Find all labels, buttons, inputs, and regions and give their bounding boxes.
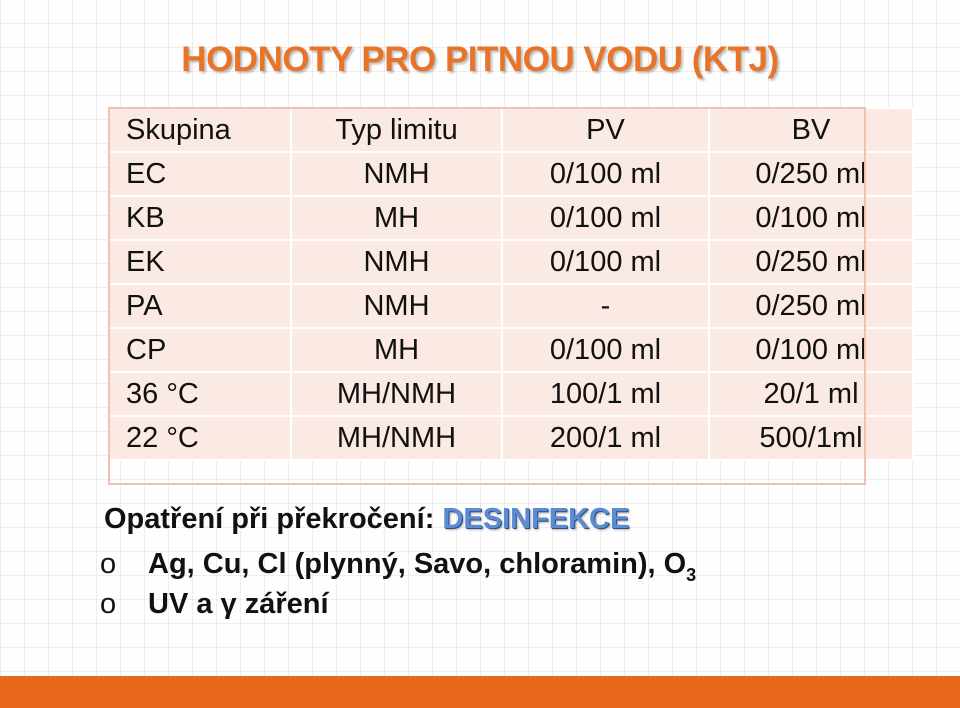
table-cell: -: [502, 284, 709, 328]
measures-keyword: DESINFEKCE: [442, 503, 630, 535]
table-cell: 0/100 ml: [502, 196, 709, 240]
bullet-text: UV a γ záření: [148, 588, 329, 620]
table-cell: 100/1 ml: [502, 372, 709, 416]
table-cell: 0/100 ml: [502, 328, 709, 372]
bottom-accent-bar: [0, 676, 960, 708]
limits-table: [108, 107, 914, 461]
measures-heading: [104, 503, 629, 536]
table-cell: EC: [109, 152, 291, 196]
table-cell: CP: [109, 328, 291, 372]
table-cell: MH/NMH: [291, 372, 502, 416]
table-cell: 20/1 ml: [709, 372, 913, 416]
header-cell: Typ limitu: [291, 108, 502, 152]
list-item: [100, 548, 696, 586]
table-row: [109, 196, 913, 240]
page-title: HODNOTY PRO PITNOU VODU (KTJ): [181, 40, 779, 79]
table-cell: KB: [109, 196, 291, 240]
table-cell: 0/100 ml: [502, 152, 709, 196]
table-cell: NMH: [291, 284, 502, 328]
table-cell: 36 °C: [109, 372, 291, 416]
table-cell: 0/250 ml: [709, 240, 913, 284]
table-cell: EK: [109, 240, 291, 284]
table-cell: 0/100 ml: [709, 328, 913, 372]
bullet-marker: o: [100, 588, 117, 620]
table-cell: MH: [291, 328, 502, 372]
table-cell: 0/100 ml: [502, 240, 709, 284]
table-row: [109, 284, 913, 328]
table-header-row: [109, 108, 913, 152]
table-cell: PA: [109, 284, 291, 328]
ozone-subscript: 3: [686, 565, 697, 585]
header-cell: Skupina: [109, 108, 291, 152]
table-cell: MH: [291, 196, 502, 240]
header-cell: PV: [502, 108, 709, 152]
bullet-text: Ag, Cu, Cl (plynný, Savo, chloramin), O: [148, 548, 687, 580]
table-cell: 500/1ml: [709, 416, 913, 460]
table-row: [109, 152, 913, 196]
bullet-marker: o: [100, 548, 117, 580]
table-row: [109, 328, 913, 372]
measures-label: Opatření při překročení:: [104, 503, 443, 535]
list-item: [100, 588, 329, 621]
table-cell: NMH: [291, 240, 502, 284]
table-cell: 0/250 ml: [709, 152, 913, 196]
table-cell: 200/1 ml: [502, 416, 709, 460]
table-cell: 0/250 ml: [709, 284, 913, 328]
header-cell: BV: [709, 108, 913, 152]
table-row: [109, 372, 913, 416]
table-cell: 22 °C: [109, 416, 291, 460]
table-row: [109, 240, 913, 284]
table-cell: NMH: [291, 152, 502, 196]
table-cell: 0/100 ml: [709, 196, 913, 240]
table-cell: MH/NMH: [291, 416, 502, 460]
table-row: [109, 416, 913, 460]
